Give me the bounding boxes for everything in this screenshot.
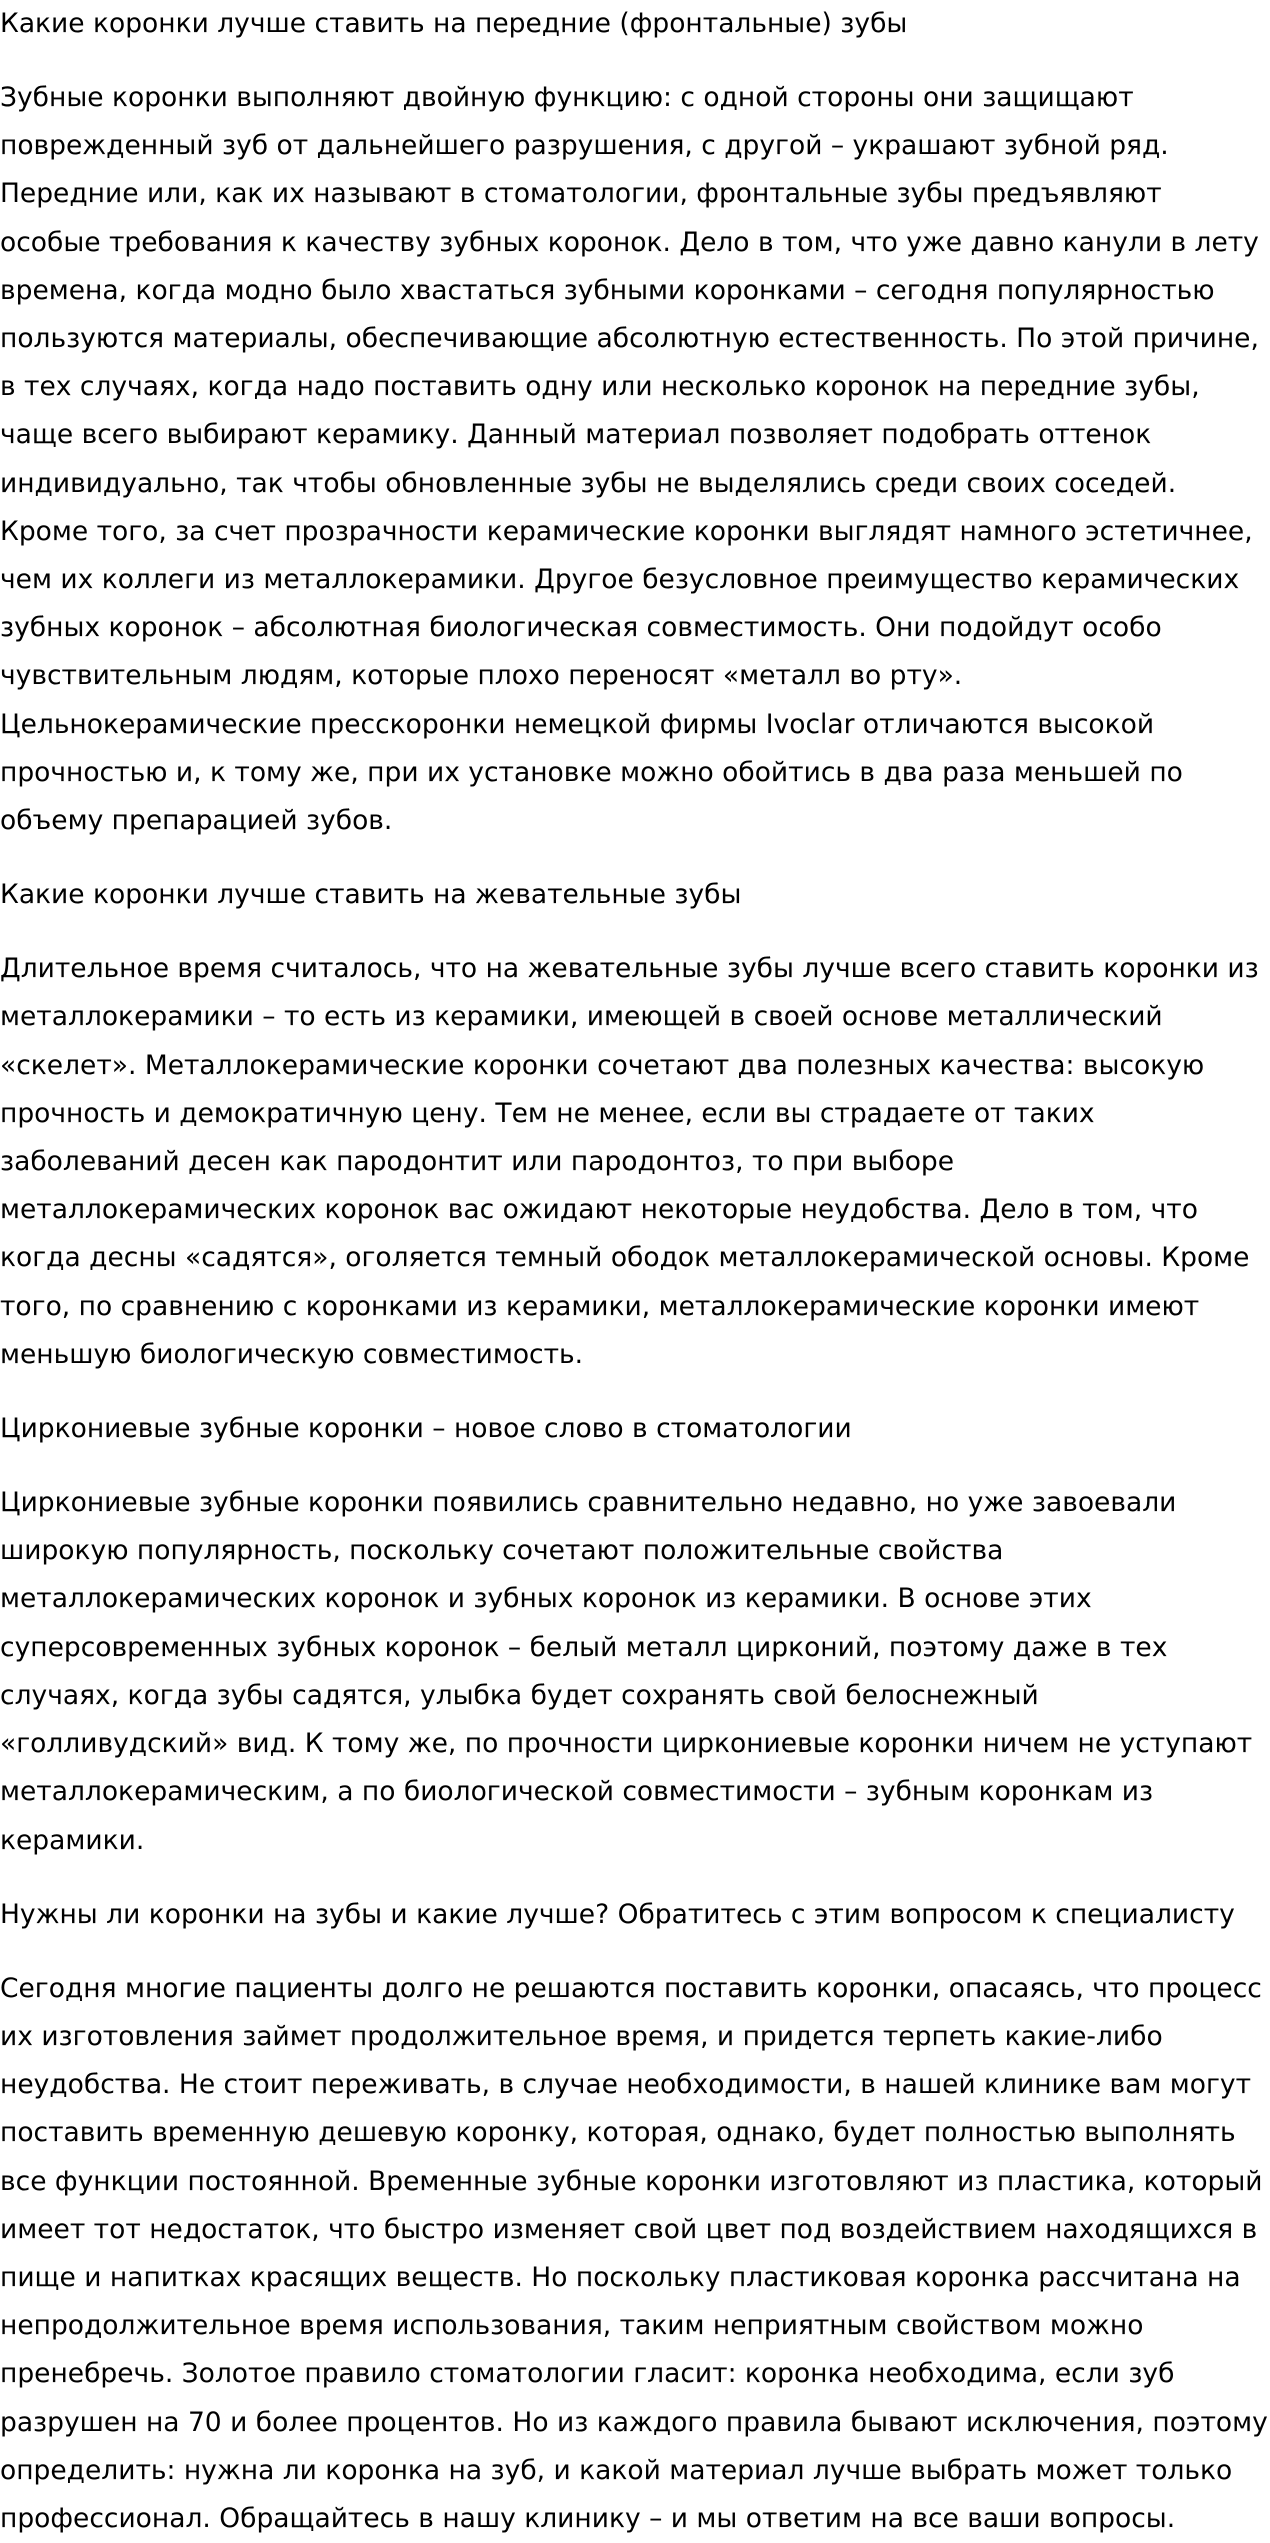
section-heading-zirconium: Циркониевые зубные коронки – новое слово в стоматологии	[0, 1413, 852, 1445]
section-paragraph-front-teeth: Зубные коронки выполняют двойную функцию: с одной стороны они защищают поврежденный зуб от дальнейшего разрушения, с другой – украшают зубной ряд. Передние или, как их называют в стоматологии, фронтальные зубы предъявляют особые требования к качеству зубных коронок. Дело в том, что уже давно канули в лету времена, когда модно было хвастаться зубными коронками – сегодня популярностью пользуются материалы, обеспечивающие абсолютную естественность. По этой причине, в тех случаях, когда надо поставить одну или несколько коронок на передние зубы, чаще всего выбирают керамику. Данный материал позволяет подобрать оттенок индивидуально, так чтобы обновленные зубы не выделялись среди своих соседей. Кроме того, за счет прозрачности керамические коронки выглядят намного эстетичнее, чем их коллеги из металлокерамики. Другое безусловное преимущество керамических зубных коронок – абсолютная биологическая совместимость. Они подойдут особо чувствительным людям, которые плохо переносят «металл во рту». Цельнокерамические пресскоронки немецкой фирмы Ivoclar отличаются высокой прочностью и, к тому же, при их установке можно обойтись в два раза меньшей по объему препарацией зубов.	[0, 82, 1259, 837]
section-heading-specialist: Нужны ли коронки на зубы и какие лучше? Обратитесь с этим вопросом к специалисту	[0, 1898, 1235, 1930]
section-heading-front-teeth: Какие коронки лучше ставить на передние (фронтальные) зубы	[0, 8, 908, 39]
section-paragraph-chewing-teeth: Длительное время считалось, что на жевательные зубы лучше всего ставить коронки из металлокерамики – то есть из керамики, имеющей в своей основе металлический «скелет». Металлокерамические коронки сочетают два полезных качества: высокую прочность и демократичную цену. Тем не менее, если вы страдаете от таких заболеваний десен как пародонтит или пародонтоз, то при выборе металлокерамических коронок вас ожидают некоторые неудобства. Дело в том, что когда десны «садятся», оголяется темный ободок металлокерамической основы. Кроме того, по сравнению с коронками из керамики, металлокерамические коронки имеют меньшую биологическую совместимость.	[0, 953, 1259, 1370]
section-paragraph-zirconium: Циркониевые зубные коронки появились сравнительно недавно, но уже завоевали широкую популярность, поскольку сочетают положительные свойства металлокерамических коронок и зубных коронок из керамики. В основе этих суперсовременных зубных коронок – белый металл цирконий, поэтому даже в тех случаях, когда зубы садятся, улыбка будет сохранять свой белоснежный «голливудский» вид. К тому же, по прочности циркониевые коронки ничем не уступают металлокерамическим, а по биологической совместимости – зубным коронкам из керамики.	[0, 1487, 1253, 1856]
section-heading-chewing-teeth: Какие коронки лучше ставить на жевательные зубы	[0, 879, 742, 911]
section-paragraph-specialist: Сегодня многие пациенты долго не решаются поставить коронки, опасаясь, что процесс их изготовления займет продолжительное время, и придется терпеть какие-либо неудобства. Не стоит переживать, в случае необходимости, в нашей клинике вам могут поставить временную дешевую коронку, которая, однако, будет полностью выполнять все функции постоянной. Временные зубные коронки изготовляют из пластика, который имеет тот недостаток, что быстро изменяет свой цвет под воздействием находящихся в пище и напитках красящих веществ. Но поскольку пластиковая коронка рассчитана на непродолжительное время использования, таким неприятным свойством можно пренебречь. Золотое правило стоматологии гласит: коронка необходима, если зуб разрушен на 70 и более процентов. Но из каждого правила бывают исключения, поэтому определить: нужна ли коронка на зуб, и какой материал лучше выбрать может только профессионал. Обращайтесь в нашу клинику – и мы ответим на все ваши вопросы.	[0, 1972, 1268, 2534]
